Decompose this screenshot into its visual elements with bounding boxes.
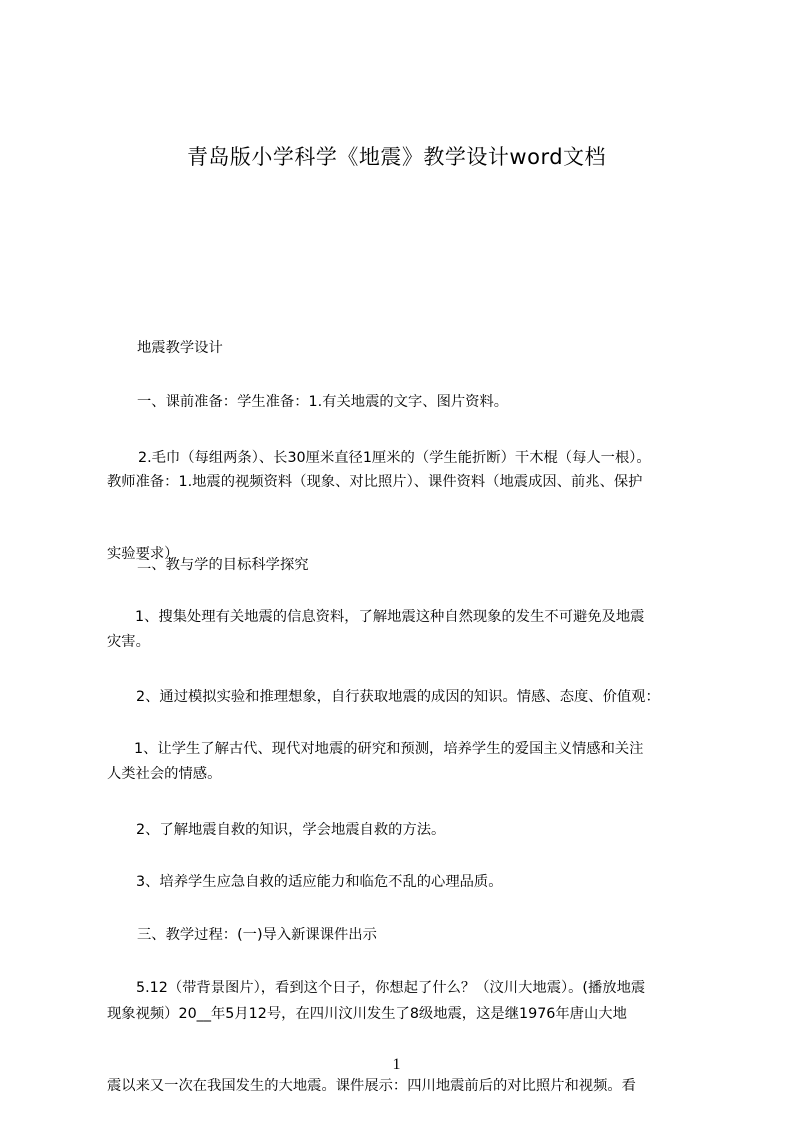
text-line: 一、课前准备：学生准备：1.有关地震的文字、图片资料。 — [137, 394, 509, 410]
text-line: 教师准备：1.地震的视频资料（现象、对比照片）、课件资料（地震成因、前兆、保护 — [107, 474, 643, 490]
document-title: 青岛版小学科学《地震》教学设计word文档 — [186, 145, 607, 169]
text-line: 震以来又一次在我国发生的大地震。课件展示：四川地震前后的对比照片和视频。看 — [107, 1078, 636, 1094]
text-line: 二、教与学的目标科学探究 — [137, 557, 309, 573]
text-line: 3、培养学生应急自救的适应能力和临危不乱的心理品质。 — [136, 874, 503, 890]
page-number: 1 — [392, 1056, 401, 1073]
text-line: 人类社会的情感。 — [107, 766, 222, 782]
text-line: 地震教学设计 — [137, 340, 223, 356]
text-line: 实验要求） — [107, 546, 179, 562]
text-line: 1、搜集处理有关地震的信息资料，了解地震这种自然现象的发生不可避免及地震 — [135, 609, 645, 625]
text-line: 三、教学过程：(一)导入新课课件出示 — [137, 927, 377, 943]
text-line: 5.12（带背景图片），看到这个日子，你想起了什么？（汶川大地震）。(播放地震 — [136, 980, 646, 996]
text-line: 现象视频）20__年5月12号，在四川汶川发生了8级地震，这是继1976年唐山大地 — [107, 1006, 627, 1022]
text-line: 2.毛巾（每组两条）、长30厘米直径1厘米的（学生能折断）干木棍（每人一根）。 — [138, 450, 651, 466]
paragraph-process-continued — [107, 954, 707, 1146]
text-line: 2、了解地震自救的知识，学会地震自救的方法。 — [136, 822, 446, 838]
text-line: 1、让学生了解古代、现代对地震的研究和预测，培养学生的爱国主义情感和关注 — [134, 741, 644, 757]
text-line: 2、通过模拟实验和推理想象，自行获取地震的成因的知识。情感、态度、价值观： — [136, 689, 660, 705]
text-line: 灾害。 — [107, 634, 150, 650]
